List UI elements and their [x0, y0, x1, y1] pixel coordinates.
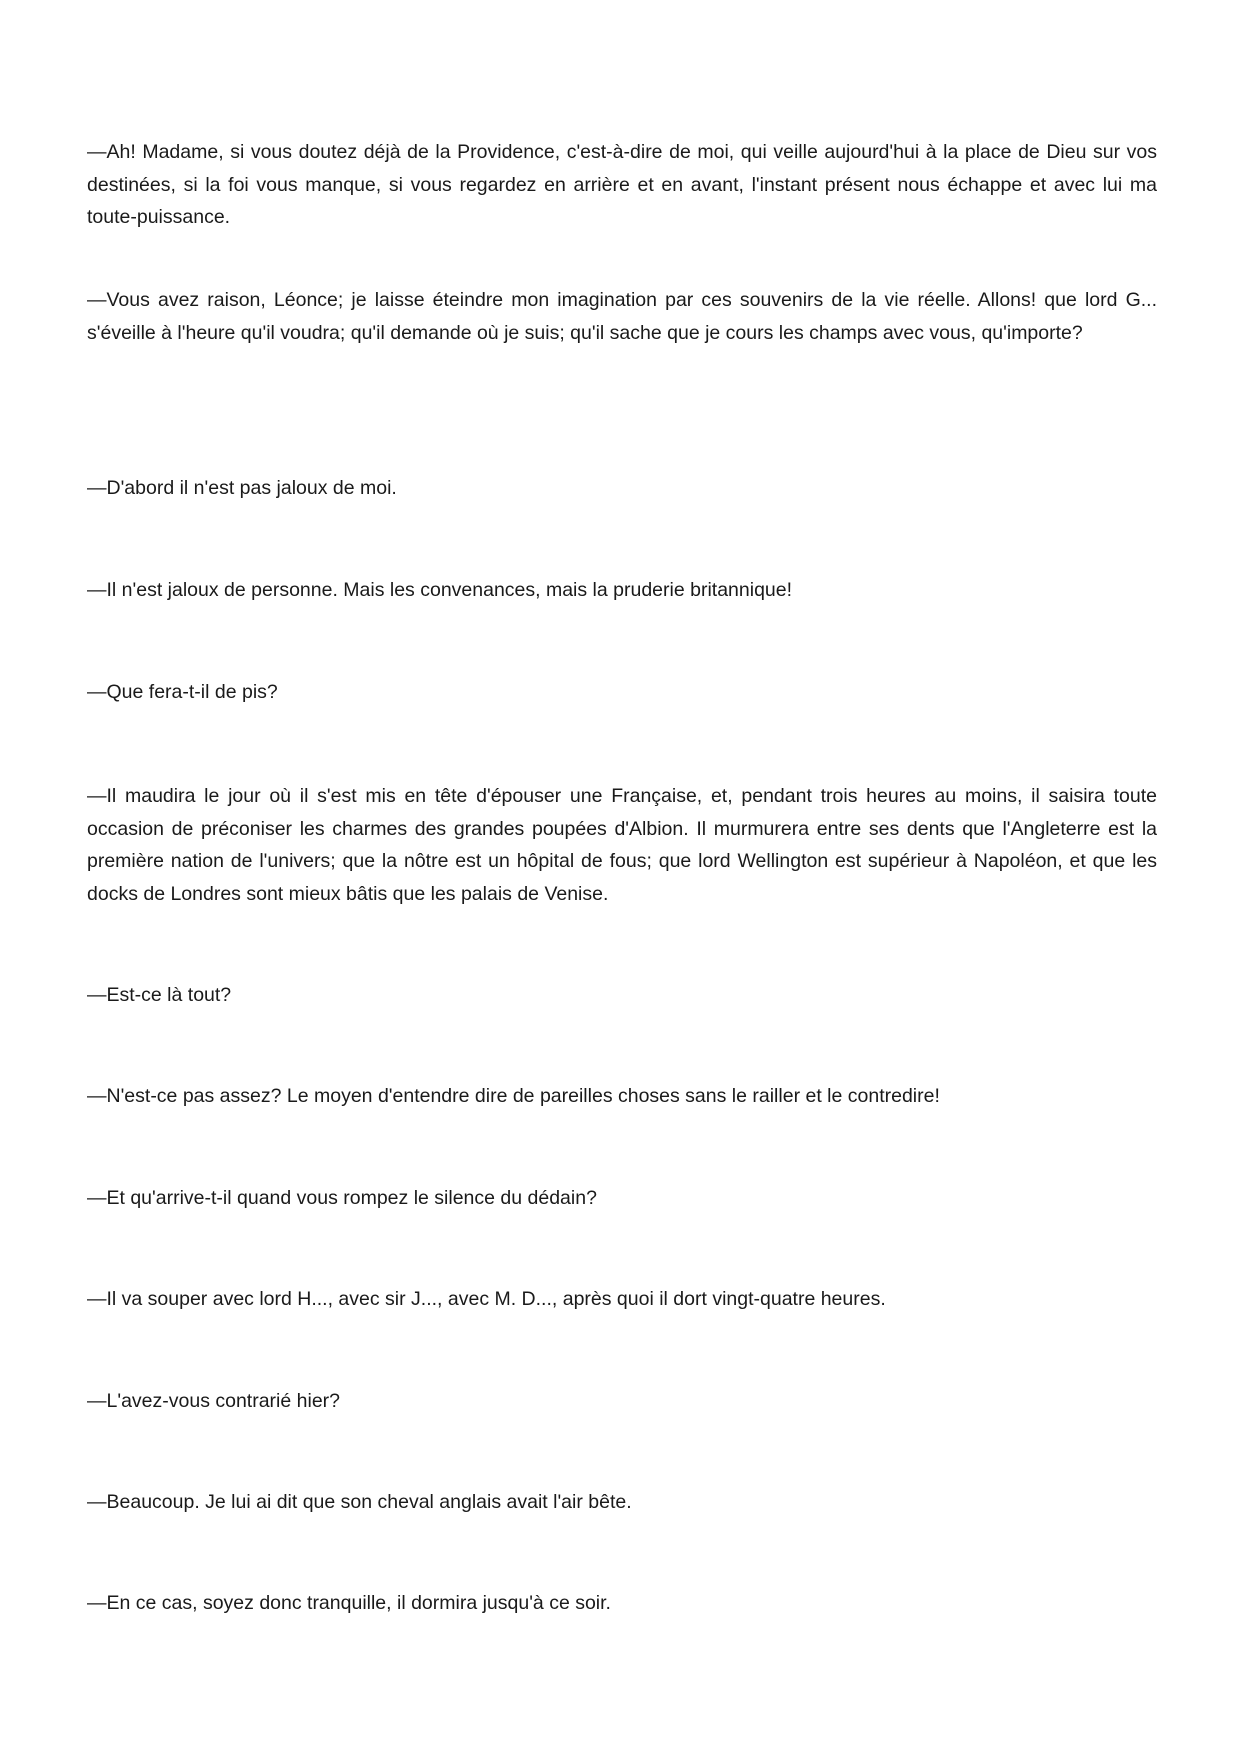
paragraph-13: —En ce cas, soyez donc tranquille, il dormira jusqu'à ce soir. — [87, 1592, 611, 1614]
paragraph-8: —N'est-ce pas assez? Le moyen d'entendre dire de pareilles choses sans le railler et le contredire! — [87, 1085, 940, 1107]
paragraph-9: —Et qu'arrive-t-il quand vous rompez le silence du dédain? — [87, 1187, 597, 1209]
paragraph-4: —Il n'est jaloux de personne. Mais les convenances, mais la pruderie britannique! — [87, 579, 793, 601]
paragraph-10: —Il va souper avec lord H..., avec sir J..., avec M. D..., après quoi il dort vingt-quatre heures. — [87, 1288, 886, 1310]
paragraph-1: —Ah! Madame, si vous doutez déjà de la Providence, c'est-à-dire de moi, qui veille aujourd'hui à la place de Dieu sur vos destinées, si la foi vous manque, si vous regardez en arrière et en avant, l'instant présent nous échappe et avec lui ma toute-puissance. — [87, 141, 1157, 228]
paragraph-12: —Beaucoup. Je lui ai dit que son cheval anglais avait l'air bête. — [87, 1491, 632, 1513]
paragraph-3: —D'abord il n'est pas jaloux de moi. — [87, 477, 397, 499]
paragraph-6: —Il maudira le jour où il s'est mis en tête d'épouser une Française, et, pendant trois heures au moins, il saisira toute occasion de préconiser les charmes des grandes poupées d'Albion. Il murmurera entre ses dents que l'Angleterre est la première nation de l'univers; que la nôtre est un hôpital de fous; que lord Wellington est supérieur à Napoléon, et que les docks de Londres sont mieux bâtis que les palais de Venise. — [87, 785, 1157, 905]
paragraph-2: —Vous avez raison, Léonce; je laisse éteindre mon imagination par ces souvenirs de la vie réelle. Allons! que lord G... s'éveille à l'heure qu'il voudra; qu'il demande où je suis; qu'il sache que je cours les champs avec vous, qu'importe? — [87, 289, 1157, 344]
paragraph-11: —L'avez-vous contrarié hier? — [87, 1390, 341, 1412]
paragraph-7: —Est-ce là tout? — [87, 984, 232, 1006]
paragraph-5: —Que fera-t-il de pis? — [87, 681, 278, 703]
